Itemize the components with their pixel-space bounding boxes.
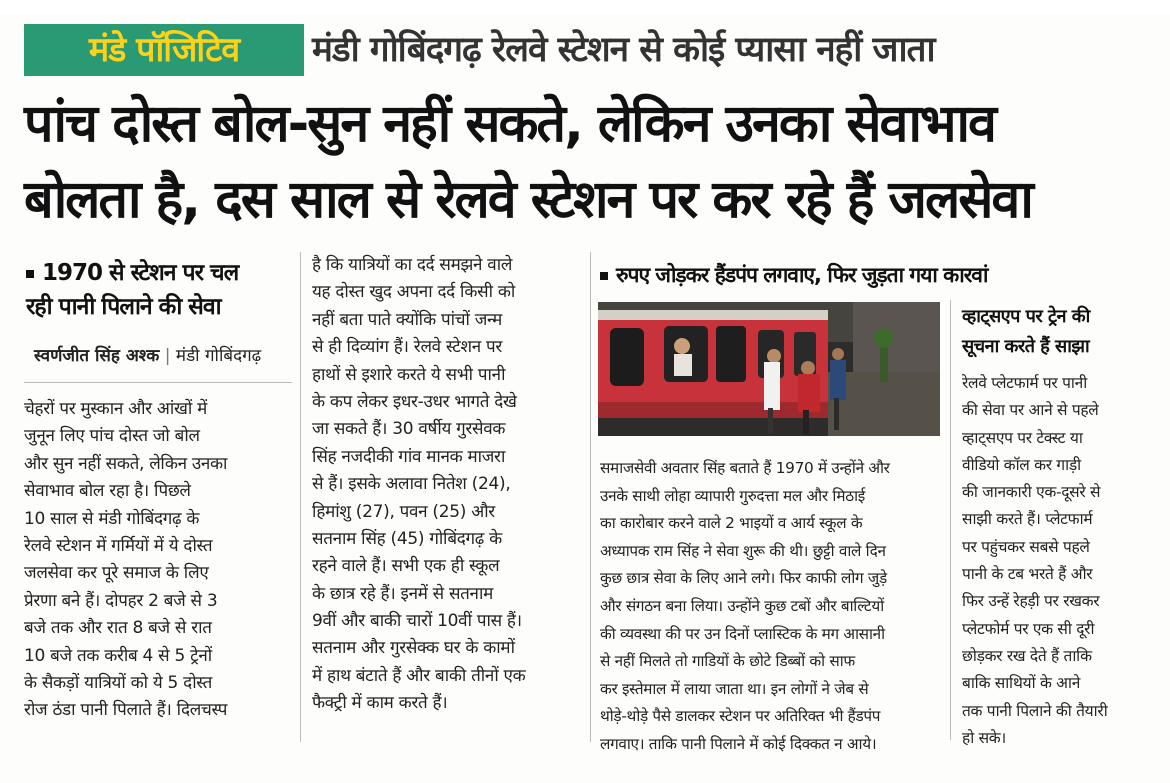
side-subhead	[962, 302, 1154, 362]
text-line: फैक्ट्री में काम करते हैं।	[312, 693, 448, 714]
text-line: कर इस्तेमाल में लाया जाता था। इन लोगों ने जेब से	[600, 679, 869, 698]
text-line: सतनाम सिंह (45) गोबिंदगढ़ के	[312, 528, 502, 549]
text-line: रोज ठंडा पानी पिलाते हैं। दिलचस्प	[24, 700, 228, 721]
text-line: बजे तक और रात 8 बजे से रात	[24, 618, 212, 639]
text-line: 10 साल से मंडी गोबिंदगढ़ के	[24, 508, 200, 529]
article-column-4	[962, 370, 1154, 752]
text-line: कुछ छात्र सेवा के लिए आने लगे। फिर काफी लोग जुड़े	[600, 569, 887, 588]
text-line: और सुन नहीं सकते, लेकिन उनका	[24, 453, 228, 474]
byline-author: स्वर्णजीत सिंह अश्क	[34, 346, 160, 366]
text-line: से हैं। इसके अलावा नितेश (24),	[312, 474, 511, 495]
text-line: के कप लेकर इधर-उधर भागते देखे	[312, 391, 517, 412]
text-line: व्हाट्सएप पर टेक्स्ट या	[962, 428, 1083, 447]
train-platform-photo	[598, 302, 940, 436]
text-line: की जानकारी एक-दूसरे से	[962, 483, 1101, 502]
left-subhead-line-1: 1970 से स्टेशन पर चल	[42, 260, 239, 286]
text-line: हो सके।	[962, 728, 1006, 747]
headline-line-1: पांच दोस्त बोल-सुन नहीं सकते, लेकिन उनका सेवाभाव	[24, 94, 995, 154]
text-line: हाथों से इशारे करते ये सभी पानी	[312, 364, 506, 385]
text-line: और संगठन बना लिया। उन्होंने कुछ टबों और बाल्टियों	[600, 596, 884, 615]
kicker-text: मंडी गोबिंदगढ़ रेलवे स्टेशन से कोई प्यासा नहीं जाता	[312, 30, 935, 70]
text-line: जलसेवा कर पूरे समाज के लिए	[24, 563, 209, 584]
text-line: 10 बजे तक करीब 4 से 5 ट्रेनों	[24, 645, 212, 666]
text-line: लगवाए। ताकि पानी पिलाने में कोई दिक्कत न आये।	[600, 734, 877, 753]
text-line: समाजसेवी अवतार सिंह बताते हैं 1970 में उन्होंने और	[600, 459, 890, 477]
text-line: उनके साथी लोहा व्यापारी गुरुदत्ता मल और मिठाई	[600, 486, 865, 505]
text-line: हिमांशु (27), पवन (25) और	[312, 501, 495, 522]
text-line: से नहीं मिलते तो गाडियों के छोटे डिब्बों को साफ	[600, 652, 855, 671]
byline-divider	[24, 382, 292, 383]
column-divider	[590, 252, 591, 742]
headline-line-2: बोलता है, दस साल से रेलवे स्टेशन पर कर रहे हैं जलसेवा	[24, 170, 1032, 230]
text-line: यह दोस्त खुद अपना दर्द किसी को	[312, 282, 516, 303]
text-line: रेलवे स्टेशन में गर्मियों में ये दोस्त	[24, 535, 213, 556]
text-line: में हाथ बंटाते हैं और बाकी तीनों एक	[312, 665, 526, 686]
text-line: रेलवे प्लेटफार्म पर पानी	[962, 374, 1087, 392]
column-divider	[300, 252, 301, 742]
text-line: फिर उन्हें रेहड़ी पर रखकर	[962, 592, 1100, 611]
side-subhead-line-1: व्हाट्सएप पर ट्रेन की	[962, 306, 1090, 327]
text-line: है कि यात्रियों का दर्द समझने वाले	[312, 255, 513, 275]
photo-illustration	[598, 302, 940, 436]
text-line: 9वीं और बाकी चारों 10वीं पास हैं।	[312, 611, 522, 632]
text-line: चेहरों पर मुस्कान और आंखों में	[24, 399, 207, 419]
bullet-icon	[600, 272, 608, 280]
text-line: थोड़े-थोड़े पैसे डालकर स्टेशन पर अतिरिक्त भी हैंडपंप	[600, 707, 881, 726]
text-line: तक पानी पिलाने की तैयारी	[962, 701, 1108, 720]
text-line: के सैकड़ों यात्रियों को ये 5 दोस्त	[24, 672, 213, 693]
text-line: नहीं बता पाते क्योंकि पांचों जन्म	[312, 309, 502, 330]
text-line: जा सकते हैं। 30 वर्षीय गुरसेवक	[312, 419, 506, 440]
text-line: का कारोबार करने वाले 2 भाइयों व आर्य स्कूल के	[600, 514, 863, 533]
article-column-1	[24, 396, 294, 725]
text-line: रहने वाले हैं। सभी एक ही स्कूल	[312, 556, 500, 577]
bullet-icon	[26, 270, 34, 278]
kicker-badge-label: मंडे पॉजिटिव	[88, 30, 240, 70]
byline: स्वर्णजीत सिंह अश्क | मंडी गोबिंदगढ़	[34, 346, 262, 366]
text-line: प्रेरणा बने हैं। दोपहर 2 बजे से 3	[24, 590, 218, 611]
text-line: के छात्र रहे हैं। इनमें से सतनाम	[312, 583, 493, 604]
text-line: वीडियो कॉल कर गाड़ी	[962, 455, 1081, 474]
text-line: अध्यापक राम सिंह ने सेवा शुरू की थी। छुट्टी वाले दिन	[600, 541, 886, 560]
text-line: से ही दिव्यांग हैं। रेलवे स्टेशन पर	[312, 337, 503, 358]
text-line: पानी के टब भरते हैं और	[962, 565, 1093, 584]
text-line: सिंह नजदीकी गांव मानक माजरा	[312, 446, 506, 467]
text-line: प्लेटफोर्म पर एक सी दूरी	[962, 619, 1095, 638]
text-line: जुनून लिए पांच दोस्त जो बोल	[24, 426, 200, 447]
byline-place: मंडी गोबिंदगढ़	[175, 346, 262, 366]
text-line: छोड़कर रख देते हैं ताकि	[962, 646, 1092, 665]
text-line: की व्यवस्था की पर उन दिनों प्लास्टिक के मग आसानी	[600, 624, 885, 643]
text-line: साझी करते हैं। प्लेटफार्म	[962, 510, 1093, 529]
right-subhead	[600, 258, 987, 292]
right-subhead-text: रुपए जोड़कर हैंडपंप लगवाए, फिर जुड़ता गया कारवां	[616, 263, 988, 287]
left-subhead-line-2: रही पानी पिलाने की सेवा	[26, 294, 221, 320]
article-column-2	[312, 252, 584, 718]
text-line: की सेवा पर आने से पहले	[962, 401, 1099, 420]
text-line: पर पहुंचकर सबसे पहले	[962, 537, 1090, 556]
text-line: सतनाम और गुरसेक्क घर के कामों	[312, 638, 515, 659]
text-line: सेवाभाव बोल रहा है। पिछले	[24, 481, 191, 502]
text-line: बाकि साथियों के आने	[962, 674, 1081, 693]
kicker-badge	[24, 24, 304, 76]
top-margin	[0, 0, 1170, 14]
left-subhead	[26, 256, 238, 324]
side-subhead-line-2: सूचना करते हैं साझा	[962, 336, 1090, 357]
article-column-3	[600, 455, 940, 759]
column-divider	[950, 300, 951, 740]
